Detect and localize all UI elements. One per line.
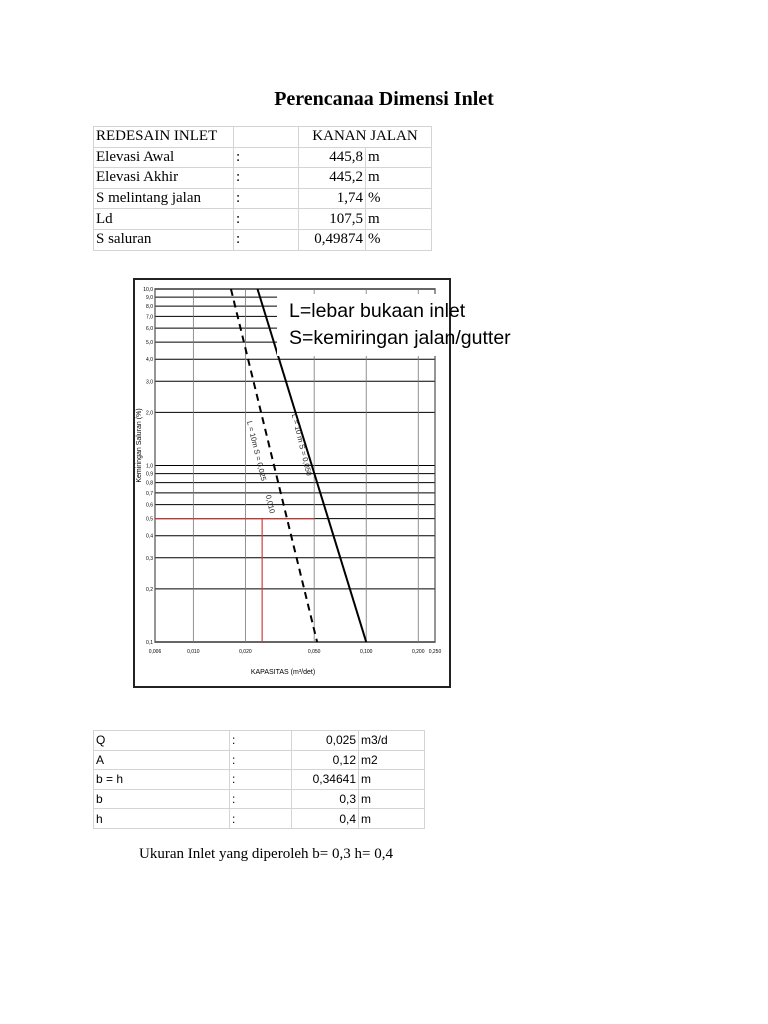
x-tick-label: 0,010 <box>187 649 200 655</box>
row-unit: m2 <box>359 750 425 770</box>
row-value: 107,5 <box>299 209 366 230</box>
row-value: 1,74 <box>299 188 366 209</box>
x-axis-title: KAPASITAS (m³/det) <box>250 669 316 676</box>
y-tick-label: 2,0 <box>146 410 153 417</box>
header-cell: KANAN JALAN <box>299 127 432 148</box>
table-row <box>94 770 425 790</box>
conclusion-text: Ukuran Inlet yang diperoleh b= 0,3 h= 0,4 <box>139 846 393 862</box>
row-label: b = h <box>94 770 230 790</box>
row-separator: : <box>230 770 292 790</box>
row-value: 0,34641 <box>292 770 359 790</box>
row-separator: : <box>230 809 292 829</box>
header-cell: REDESAIN INLET <box>94 127 234 148</box>
row-separator: : <box>234 209 299 230</box>
row-unit: m <box>366 147 432 168</box>
inlet-capacity-chart <box>133 278 511 688</box>
row-value: 445,2 <box>299 168 366 189</box>
row-separator: : <box>230 731 292 751</box>
y-tick-label: 7,0 <box>146 314 153 321</box>
x-tick-label: 0,200 <box>411 649 425 655</box>
row-unit: % <box>366 229 432 250</box>
row-separator: : <box>234 229 299 250</box>
inlet-dimension-table <box>93 730 425 829</box>
x-tick-label: 0,050 <box>307 649 321 655</box>
row-label: Ld <box>94 209 234 230</box>
y-tick-label: 4,0 <box>146 357 153 364</box>
y-tick-label: 0,1 <box>146 640 153 646</box>
table-row <box>94 168 432 189</box>
y-tick-label: 0,2 <box>146 586 153 593</box>
y-tick-label: 9,0 <box>146 295 153 302</box>
table-row <box>94 209 432 230</box>
y-tick-label: 0,9 <box>146 471 153 478</box>
row-separator: : <box>234 147 299 168</box>
row-label: Elevasi Awal <box>94 147 234 168</box>
row-label: b <box>94 789 230 809</box>
legend-text: S=kemiringan jalan/gutter <box>289 327 511 349</box>
row-label: h <box>94 809 230 829</box>
row-unit: m3/d <box>359 731 425 751</box>
y-tick-label: 0,7 <box>146 490 153 497</box>
y-tick-label: 6,0 <box>146 326 153 333</box>
series-label: 0,010 <box>263 493 277 515</box>
table-row <box>94 731 425 751</box>
x-tick-label: 0,250 <box>428 649 442 655</box>
row-separator: : <box>230 789 292 809</box>
y-tick-label: 0,6 <box>146 502 153 509</box>
row-unit: m <box>366 168 432 189</box>
header-cell <box>234 127 299 148</box>
table-row <box>94 789 425 809</box>
row-unit: m <box>359 770 425 790</box>
row-separator: : <box>230 750 292 770</box>
row-value: 0,3 <box>292 789 359 809</box>
row-separator: : <box>234 168 299 189</box>
row-value: 445,8 <box>299 147 366 168</box>
y-tick-label: 1,0 <box>146 463 153 470</box>
table-row <box>94 750 425 770</box>
row-label: S saluran <box>94 229 234 250</box>
legend-text: L=lebar bukaan inlet <box>289 300 466 322</box>
row-separator: : <box>234 188 299 209</box>
y-tick-label: 10,0 <box>143 287 153 293</box>
row-label: Q <box>94 731 230 751</box>
y-tick-label: 0,4 <box>146 533 153 540</box>
table-row <box>94 147 432 168</box>
y-tick-label: 8,0 <box>146 304 153 311</box>
y-tick-label: 0,8 <box>146 480 153 487</box>
row-label: A <box>94 750 230 770</box>
row-value: 0,49874 <box>299 229 366 250</box>
x-tick-label: 0,020 <box>239 649 252 655</box>
y-tick-label: 0,5 <box>146 516 153 523</box>
y-tick-label: 5,0 <box>146 340 153 347</box>
y-axis-title: Kemiringan Saluran (%) <box>136 408 143 483</box>
row-label: S melintang jalan <box>94 188 234 209</box>
row-unit: m <box>359 809 425 829</box>
table-header-row <box>94 127 432 148</box>
series-label: L = 10m S = 0,025 <box>245 420 269 482</box>
row-unit: m <box>359 789 425 809</box>
row-value: 0,4 <box>292 809 359 829</box>
inlet-parameter-table <box>93 126 432 251</box>
table-row <box>94 188 432 209</box>
row-value: 0,025 <box>292 731 359 751</box>
row-unit: % <box>366 188 432 209</box>
x-tick-label: 0,100 <box>359 649 373 655</box>
table-row <box>94 229 432 250</box>
series-label: L = 10 m S = 0,050 <box>289 412 314 477</box>
table-row <box>94 809 425 829</box>
page-title: Perencanaa Dimensi Inlet <box>274 88 494 110</box>
y-tick-label: 3,0 <box>146 379 153 386</box>
row-value: 0,12 <box>292 750 359 770</box>
row-unit: m <box>366 209 432 230</box>
capacity-chart-svg <box>135 280 511 686</box>
row-label: Elevasi Akhir <box>94 168 234 189</box>
y-tick-label: 0,3 <box>146 555 153 562</box>
x-tick-label: 0,006 <box>148 649 162 655</box>
